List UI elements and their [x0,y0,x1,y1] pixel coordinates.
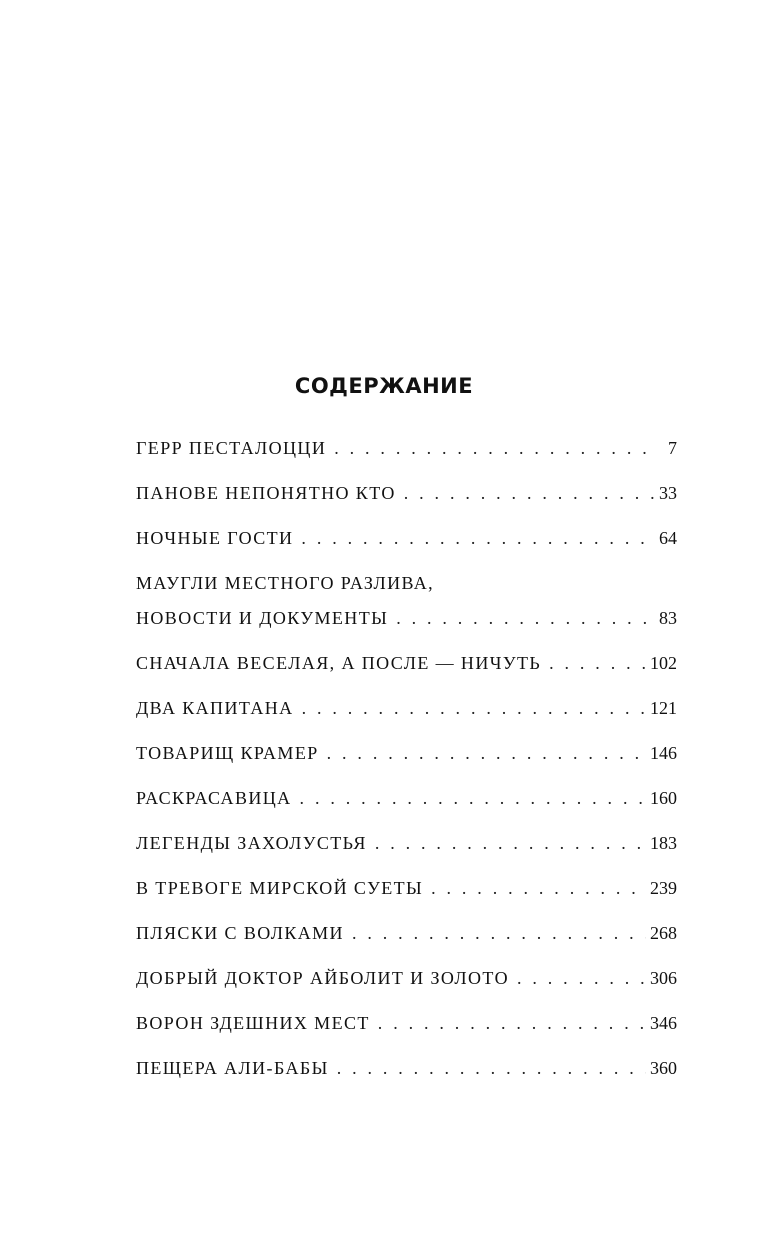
chapter-title: ПАНОВЕ НЕПОНЯТНО КТО [136,483,396,503]
chapter-title: ЛЕГЕНДЫ ЗАХОЛУСТЬЯ [136,833,367,853]
dot-leader [300,787,646,809]
toc-entry[interactable] [136,967,677,989]
page-number: 183 [650,833,677,853]
page-number: 102 [650,653,677,673]
page-number: 83 [659,608,677,628]
page-number: 64 [659,528,677,548]
page-number: 239 [650,878,677,898]
page-number: 146 [650,743,677,763]
toc-entry[interactable] [136,832,677,854]
toc-entry[interactable] [136,742,677,764]
dot-leader [327,742,646,764]
dot-leader [334,437,655,459]
page-number: 346 [650,1013,677,1033]
chapter-title: ГЕРР ПЕСТАЛОЦЦИ [136,438,327,458]
table-of-contents [136,437,677,1102]
toc-entry[interactable] [136,877,677,899]
dot-leader [352,922,646,944]
toc-entry[interactable] [136,572,677,629]
dot-leader [302,697,646,719]
chapter-title: НОВОСТИ И ДОКУМЕНТЫ [136,608,389,628]
page-number: 121 [650,698,677,718]
dot-leader [517,967,646,989]
page-number: 268 [650,923,677,943]
dot-leader [301,527,655,549]
page-number: 7 [668,438,677,458]
chapter-title: ДВА КАПИТАНА [136,698,294,718]
toc-entry[interactable] [136,527,677,549]
chapter-title-line1: МАУГЛИ МЕСТНОГО РАЗЛИВА, [136,573,435,593]
toc-entry[interactable] [136,1057,677,1079]
page-number: 360 [650,1058,677,1078]
dot-leader [375,832,646,854]
dot-leader [549,652,646,674]
chapter-title: ТОВАРИЩ КРАМЕР [136,743,319,763]
chapter-title: ПЕЩЕРА АЛИ-БАБЫ [136,1058,329,1078]
toc-entry[interactable] [136,482,677,504]
chapter-title: ПЛЯСКИ С ВОЛКАМИ [136,923,344,943]
dot-leader [396,607,655,629]
dot-leader [378,1012,646,1034]
page-number: 33 [659,483,677,503]
dot-leader [431,877,646,899]
chapter-title: В ТРЕВОГЕ МИРСКОЙ СУЕТЫ [136,878,424,898]
dot-leader [337,1057,646,1079]
page-title: СОДЕРЖАНИЕ [294,374,474,398]
toc-entry[interactable] [136,437,677,459]
toc-entry[interactable] [136,787,677,809]
toc-entry[interactable] [136,1012,677,1034]
chapter-title: СНАЧАЛА ВЕСЕЛАЯ, А ПОСЛЕ — НИЧУТЬ [136,653,542,673]
chapter-title: ВОРОН ЗДЕШНИХ МЕСТ [136,1013,370,1033]
chapter-title: ДОБРЫЙ ДОКТОР АЙБОЛИТ И ЗОЛОТО [136,968,509,988]
page-number: 306 [650,968,677,988]
chapter-title: РАСКРАСАВИЦА [136,788,292,808]
chapter-title: НОЧНЫЕ ГОСТИ [136,528,294,548]
toc-entry[interactable] [136,922,677,944]
dot-leader [404,482,655,504]
toc-entry[interactable] [136,652,677,674]
page-number: 160 [650,788,677,808]
toc-entry[interactable] [136,697,677,719]
